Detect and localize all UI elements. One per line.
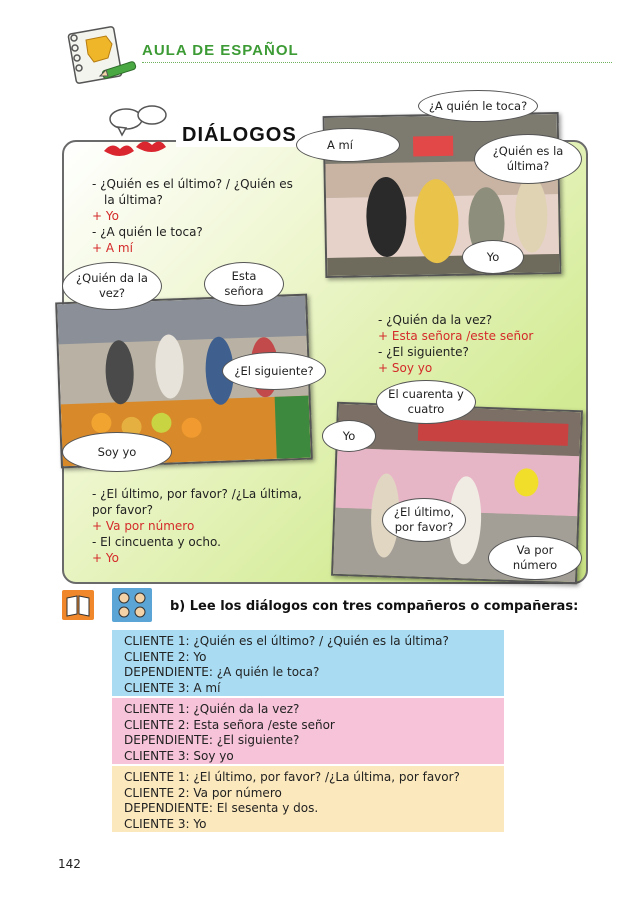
notebook-map-icon <box>62 22 140 84</box>
bubble-a-quien-le-toca: ¿A quién le toca? <box>418 90 538 122</box>
bubble-a-mi: A mí <box>296 128 400 162</box>
dialog-line: + Yo <box>92 209 119 223</box>
dialog-line: + Esta señora /este señor <box>378 329 534 343</box>
band-line: DEPENDIENTE: ¿El siguiente? <box>124 733 300 747</box>
band-line: DEPENDIENTE: ¿A quién le toca? <box>124 665 320 679</box>
dialog-line: la última? <box>104 193 163 207</box>
dialog-line: + A mí <box>92 241 133 255</box>
band-line: CLIENTE 2: Va por número <box>124 785 282 800</box>
band-line: CLIENTE 1: ¿Quién es el último? / ¿Quién es la última? <box>124 634 449 648</box>
dialog-block-2 <box>378 312 578 376</box>
dialog-block-1 <box>92 176 322 256</box>
bubble-yo-2: Yo <box>322 420 376 452</box>
bubble-soy-yo: Soy yo <box>62 432 172 472</box>
band-line: CLIENTE 2: Esta señora /este señor <box>124 717 335 732</box>
dialog-band-1 <box>112 630 504 696</box>
dialog-line: + Soy yo <box>378 361 433 375</box>
dialogos-title: DIÁLOGOS <box>176 124 303 147</box>
dialog-line: - ¿El último, por favor? /¿La última, <box>92 487 302 501</box>
band-line: CLIENTE 3: A mí <box>124 680 221 695</box>
band-line: CLIENTE 1: ¿El último, por favor? /¿La última, por favor? <box>124 770 460 784</box>
speech-lips-icon <box>100 105 170 163</box>
bubble-quien-da-la-vez: ¿Quién da la vez? <box>62 262 162 310</box>
dialog-band-3 <box>112 766 504 832</box>
bubble-quien-es-la-ultima: ¿Quién es la última? <box>474 134 582 184</box>
dialog-band-2 <box>112 698 504 764</box>
band-line: CLIENTE 1: ¿Quién da la vez? <box>124 702 300 716</box>
dialog-line: - ¿A quién le toca? <box>92 225 203 239</box>
dialog-line: - El cincuenta y ocho. <box>92 535 221 549</box>
band-line: DEPENDIENTE: El sesenta y dos. <box>124 801 319 815</box>
page-number: 142 <box>58 857 81 871</box>
book-icon <box>62 590 94 620</box>
band-line: CLIENTE 3: Soy yo <box>124 748 234 763</box>
dialog-line: + Yo <box>92 551 119 565</box>
dialog-block-3 <box>92 486 332 566</box>
bubble-esta-senora: Esta señora <box>204 262 284 306</box>
instruction-text: b) Lee los diálogos con tres compañeros o compañeras: <box>170 599 579 614</box>
bubble-va-por-numero: Va por número <box>488 536 582 580</box>
header-title: AULA DE ESPAÑOL <box>142 42 299 59</box>
dialog-line: por favor? <box>92 503 154 517</box>
bubble-el-cuarenta: El cuarenta y cuatro <box>376 380 476 424</box>
bubble-yo-1: Yo <box>462 240 524 274</box>
band-line: CLIENTE 2: Yo <box>124 649 207 664</box>
bubble-el-ultimo: ¿El último, por favor? <box>382 498 466 542</box>
dialog-line: - ¿El siguiente? <box>378 345 469 359</box>
bubble-el-siguiente: ¿El siguiente? <box>222 352 326 390</box>
group-people-icon <box>112 588 152 622</box>
header-divider <box>142 62 612 63</box>
dialog-line: - ¿Quién es el último? / ¿Quién es <box>92 177 293 191</box>
dialog-line: - ¿Quién da la vez? <box>378 313 493 327</box>
dialog-line: + Va por número <box>92 519 195 533</box>
band-line: CLIENTE 3: Yo <box>124 816 207 831</box>
